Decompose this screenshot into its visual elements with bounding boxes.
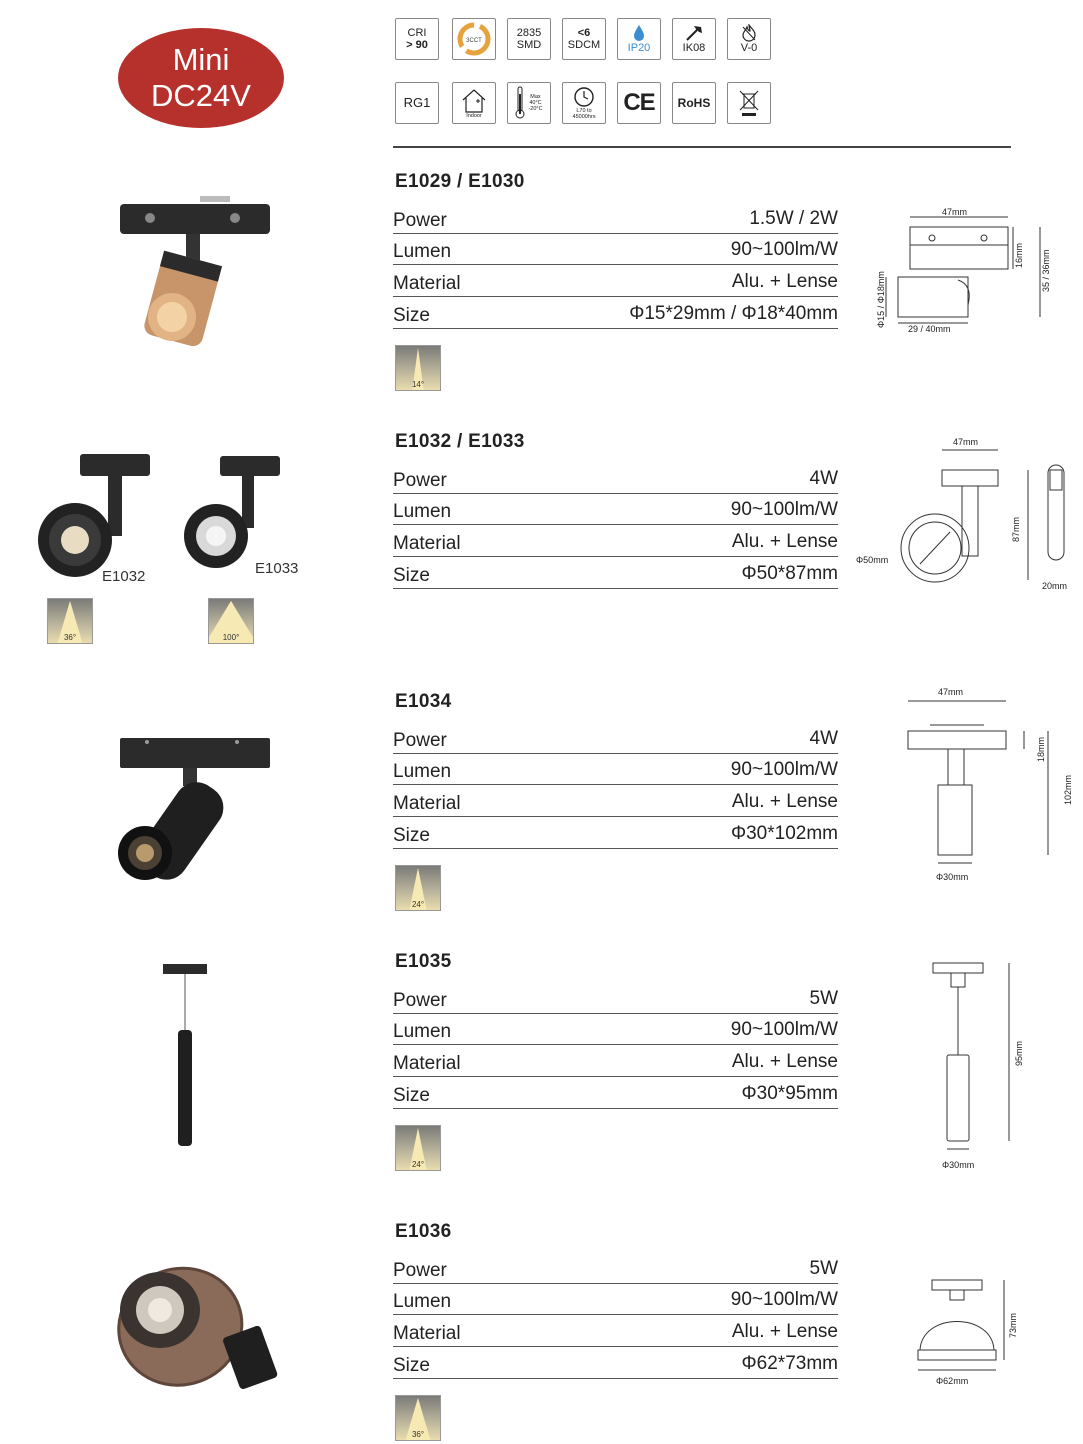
size-value: Φ50*87mm xyxy=(741,563,838,584)
product-1-size-row xyxy=(393,297,838,329)
beam-angle-icon xyxy=(47,598,93,644)
size-label: Size xyxy=(393,305,430,326)
dim-height-1: 16mm xyxy=(1014,242,1024,268)
product-3-lumen-row xyxy=(393,753,838,785)
product-4-model: E1035 xyxy=(395,951,452,972)
product-2-drawing xyxy=(880,440,1080,590)
dim-height: 95mm xyxy=(1014,1040,1024,1066)
ce-text: CE xyxy=(623,89,655,116)
product-3-material-row xyxy=(393,785,838,817)
lumen-value: 90~100lm/W xyxy=(730,499,838,520)
power-value: 5W xyxy=(809,1258,838,1279)
lumen-label: Lumen xyxy=(393,501,452,522)
material-label: Material xyxy=(393,1053,461,1074)
dim-width: 47mm xyxy=(938,687,964,697)
lumen-value: 90~100lm/W xyxy=(730,1019,838,1040)
cri-value: > 90 xyxy=(406,39,428,51)
product-5-model: E1036 xyxy=(395,1221,452,1242)
lifetime-line-2: 45000hrs xyxy=(572,114,596,120)
dim-diameter: Φ30mm xyxy=(936,872,969,882)
beam-angle-value: 36° xyxy=(411,1430,425,1439)
size-label: Size xyxy=(393,565,430,586)
power-label: Power xyxy=(393,730,447,751)
size-value: Φ30*95mm xyxy=(741,1083,838,1104)
rohs-text: RoHS xyxy=(677,96,711,110)
lumen-label: Lumen xyxy=(393,761,452,782)
lumen-value: 90~100lm/W xyxy=(730,759,838,780)
dim-width: 47mm xyxy=(953,437,979,447)
product-1-power-row xyxy=(393,202,838,234)
water-drop-icon xyxy=(631,24,647,42)
clock-icon xyxy=(573,86,595,108)
product-5-material-row xyxy=(393,1315,838,1347)
caption-e1032: E1032 xyxy=(102,568,146,585)
power-value: 4W xyxy=(809,728,838,749)
ce-icon xyxy=(617,82,661,124)
product-3-image xyxy=(105,728,280,893)
lumen-label: Lumen xyxy=(393,1291,452,1312)
temperature-icon xyxy=(507,82,551,124)
rohs-icon xyxy=(672,82,716,124)
product-5-size-row xyxy=(393,1347,838,1379)
product-3-size-row xyxy=(393,817,838,849)
product-5-lumen-row xyxy=(393,1283,838,1315)
rg-icon xyxy=(395,82,439,124)
beam-angle-value: 36° xyxy=(63,633,77,642)
thermometer-icon xyxy=(515,86,525,120)
product-2-lumen-row xyxy=(393,493,838,525)
material-value: Alu. + Lense xyxy=(731,791,838,812)
temp-max: Max xyxy=(530,94,541,100)
cri-icon xyxy=(395,18,439,60)
size-value: Φ62*73mm xyxy=(741,1353,838,1374)
lumen-value: 90~100lm/W xyxy=(730,239,838,260)
product-4-drawing xyxy=(925,955,1045,1155)
cct-icon xyxy=(452,18,496,60)
material-label: Material xyxy=(393,273,461,294)
sdcm-line-1: <6 xyxy=(577,27,591,39)
product-5-power-row xyxy=(393,1252,838,1284)
material-value: Alu. + Lense xyxy=(731,1051,838,1072)
material-label: Material xyxy=(393,1323,461,1344)
size-label: Size xyxy=(393,1355,430,1376)
house-icon xyxy=(459,87,489,113)
lumen-label: Lumen xyxy=(393,1021,452,1042)
dim-height-2: 102mm xyxy=(1063,774,1073,805)
product-3-model: E1034 xyxy=(395,691,452,712)
product-2-power-row xyxy=(393,462,838,494)
product-4-material-row xyxy=(393,1045,838,1077)
weee-icon xyxy=(727,82,771,124)
material-value: Alu. + Lense xyxy=(731,531,838,552)
material-label: Material xyxy=(393,533,461,554)
dim-width: 47mm xyxy=(942,207,968,217)
product-4-image xyxy=(155,960,215,1150)
product-1-material-row xyxy=(393,265,838,297)
power-value: 4W xyxy=(809,468,838,489)
size-label: Size xyxy=(393,1085,430,1106)
product-4-size-row xyxy=(393,1077,838,1109)
power-label: Power xyxy=(393,1260,447,1281)
fire-icon xyxy=(740,24,758,42)
ip-text: IP20 xyxy=(627,42,651,54)
material-value: Alu. + Lense xyxy=(731,271,838,292)
product-3-drawing xyxy=(900,695,1080,865)
caption-e1033: E1033 xyxy=(255,560,299,577)
sdcm-line-2: SDCM xyxy=(567,39,601,51)
mini-dc24v-badge xyxy=(118,28,284,128)
beam-angle-icon xyxy=(208,598,254,644)
dim-height-1: 18mm xyxy=(1036,736,1046,762)
size-label: Size xyxy=(393,825,430,846)
header-divider xyxy=(393,146,1011,148)
beam-angle-value: 100° xyxy=(222,633,240,642)
smd-line-2: SMD xyxy=(516,39,542,51)
beam-angle-icon xyxy=(395,345,441,391)
product-1-lumen-row xyxy=(393,233,838,265)
cct-text: 3CCT xyxy=(466,38,482,44)
beam-angle-value: 24° xyxy=(411,900,425,909)
power-label: Power xyxy=(393,470,447,491)
smd-line-1: 2835 xyxy=(516,27,542,39)
product-4-power-row xyxy=(393,982,838,1014)
beam-angle-icon xyxy=(395,865,441,911)
material-value: Alu. + Lense xyxy=(731,1321,838,1342)
power-value: 5W xyxy=(809,988,838,1009)
dim-diameter: Φ62mm xyxy=(936,1376,969,1386)
product-3-power-row xyxy=(393,722,838,754)
dim-depth: 20mm xyxy=(1042,581,1068,591)
crossed-bin-icon xyxy=(737,88,761,118)
temp-low: -20°C xyxy=(528,106,543,112)
dim-diameter: Φ30mm xyxy=(942,1160,975,1170)
hammer-icon xyxy=(684,24,704,42)
dim-length: 29 / 40mm xyxy=(908,324,951,334)
beam-angle-icon xyxy=(395,1125,441,1171)
power-label: Power xyxy=(393,990,447,1011)
size-value: Φ30*102mm xyxy=(730,823,838,844)
beam-angle-value: 24° xyxy=(411,1160,425,1169)
dim-diameter: Φ50mm xyxy=(856,555,889,565)
product-4-lumen-row xyxy=(393,1013,838,1045)
temp-high: 40°C xyxy=(529,100,542,106)
beam-angle-value: 14° xyxy=(411,380,425,389)
sdcm-icon xyxy=(562,18,606,60)
beam-angle-icon xyxy=(395,1395,441,1441)
smd-icon xyxy=(507,18,551,60)
power-label: Power xyxy=(393,210,447,231)
product-2-material-row xyxy=(393,525,838,557)
badge-line-2: DC24V xyxy=(151,78,251,113)
dim-height: 87mm xyxy=(1011,516,1021,542)
product-1-image xyxy=(110,190,280,355)
product-5-image xyxy=(105,1245,285,1420)
power-value: 1.5W / 2W xyxy=(749,208,838,229)
product-1-drawing xyxy=(868,205,1058,340)
indoor-text: Indoor xyxy=(466,113,482,119)
lifetime-icon xyxy=(562,82,606,124)
cct-ring-icon xyxy=(456,21,492,57)
badge-line-1: Mini xyxy=(172,42,230,77)
cri-label: CRI xyxy=(407,27,427,39)
flame-icon xyxy=(727,18,771,60)
flame-text: V-0 xyxy=(740,42,758,54)
material-label: Material xyxy=(393,793,461,814)
dim-height: 73mm xyxy=(1008,1312,1018,1338)
lumen-value: 90~100lm/W xyxy=(730,1289,838,1310)
dim-diameter: Φ15 / Φ18mm xyxy=(876,271,886,328)
lumen-label: Lumen xyxy=(393,241,452,262)
size-value: Φ15*29mm / Φ18*40mm xyxy=(629,303,838,324)
product-2-model: E1032 / E1033 xyxy=(395,431,525,452)
indoor-icon xyxy=(452,82,496,124)
product-e1032-image xyxy=(30,448,160,583)
ip-icon xyxy=(617,18,661,60)
rg-text: RG1 xyxy=(403,95,431,110)
dim-height-2: 35 / 36mm xyxy=(1041,249,1051,292)
ik-text: IK08 xyxy=(682,42,706,54)
lifetime-line-1: L70 to xyxy=(576,108,592,114)
product-2-size-row xyxy=(393,557,838,589)
product-1-model: E1029 / E1030 xyxy=(395,171,525,192)
ik-icon xyxy=(672,18,716,60)
